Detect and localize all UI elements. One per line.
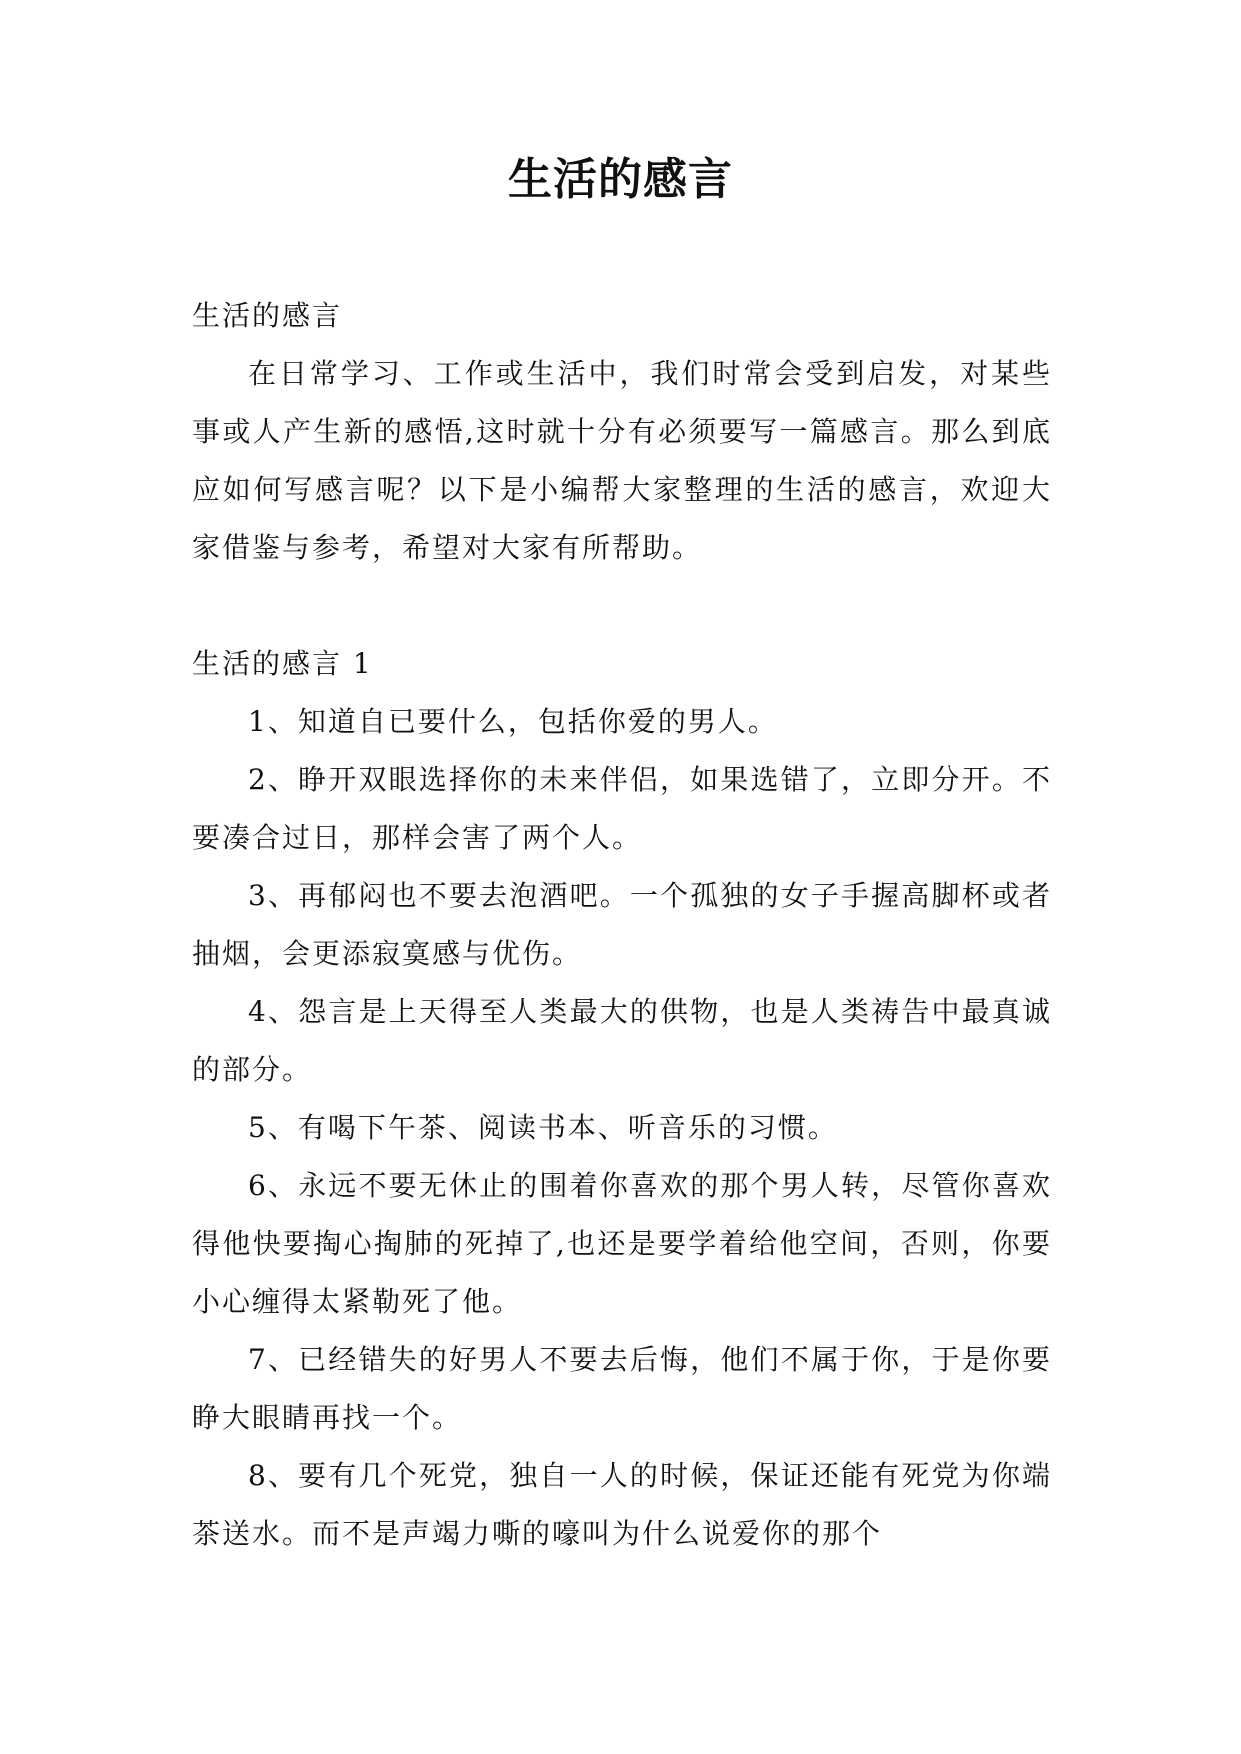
document-title: 生活的感言: [508, 154, 733, 205]
list-item-8: 8、要有几个死党，独自一人的时候，保证还能有死党为你端茶送水。而不是声竭力嘶的嚎叫为什么说爱你的那个: [192, 1459, 1052, 1550]
list-item-3: 3、再郁闷也不要去泡酒吧。一个孤独的女子手握高脚杯或者抽烟，会更添寂寞感与优伤。: [192, 879, 1052, 970]
section-heading: 生活的感言 1: [192, 647, 373, 680]
list-item-6: 6、永远不要无休止的围着你喜欢的那个男人转，尽管你喜欢得他快要掏心掏肺的死掉了,也还是要学着给他空间，否则，你要小心缠得太紧勒死了他。: [192, 1169, 1052, 1318]
section-spacer: [192, 577, 1052, 635]
intro-heading: 生活的感言: [192, 299, 343, 332]
document-body: [192, 287, 1052, 1563]
list-item-1: 1、知道自已要什么，包括你爱的男人。: [248, 705, 778, 738]
list-item-5: 5、有喝下午茶、阅读书本、听音乐的习惯。: [248, 1111, 838, 1144]
list-item-4: 4、怨言是上天得至人类最大的供物，也是人类祷告中最真诚的部分。: [192, 995, 1052, 1086]
list-item-2: 2、睁开双眼选择你的未来伴侣，如果选错了，立即分开。不要凑合过日，那样会害了两个人。: [192, 763, 1052, 854]
list-item-7: 7、已经错失的好男人不要去后悔，他们不属于你，于是你要睁大眼睛再找一个。: [192, 1343, 1052, 1434]
intro-paragraph: 在日常学习、工作或生活中，我们时常会受到启发，对某些事或人产生新的感悟,这时就十分有必须要写一篇感言。那么到底应如何写感言呢？以下是小编帮大家整理的生活的感言，欢迎大家借鉴与参考，希望对大家有所帮助。: [192, 357, 1052, 564]
